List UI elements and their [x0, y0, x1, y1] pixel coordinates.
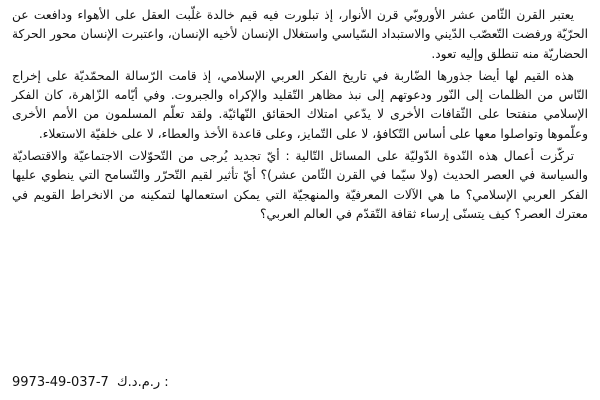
- isbn-label: ر.م.د.ك :: [116, 375, 169, 390]
- paragraph-symposium-topics: تركّزت أعمال هذه النّدوة الدّوليّة على المسائل التّالية : أيّ تجديد يُرجى من التّحوّلات الاجتماعيّة والاقتصاديّة والسياسة في العصر الحديث (ولا سيّما في القرن الثّامن عشر)؟ أيّ تأثير لقيم التّحرّر والتّسامح التي ينطوي عليها الفكر العربي الإسلامي؟ ما هي الآلات المعرفيّة والمنهجيّة التي يمكن استعمالها لتمكينه من الانخراط القويم في معترك العصر؟ كيف يتسنّى إرساء ثقافة التّقدّم في العالم العربي؟: [12, 149, 588, 221]
- paragraph-enlightenment: يعتبر القرن الثّامن عشر الأوروبّي قرن الأنوار، إذ تبلورت فيه قيم خالدة غلّبت العقل على الأهواء ودافعت عن الحرّيّة ورفضت التّعصّب الدّيني والاستبداد السّياسي واستغلال الإنسان لأخيه الإنسان، واعتبرت الإنسان محور الحركة الحضاريّة منه تنطلق وإليه تعود.: [12, 8, 588, 61]
- isbn-line: [12, 375, 169, 390]
- isbn-number: 9973-49-037-7: [12, 375, 109, 390]
- paragraph-islamic-thought: هذه القيم لها أيضا جذورها الضّاربة في تاريخ الفكر العربي الإسلامي، إذ قامت الرّسالة المحمّديّة على إخراج النّاس من الظلمات إلى النّور ودعوتهم إلى نبذ مظاهر التّقليد والإكراه والجبروت. وفي أيّامه الزّاهرة، كان الفكر الإسلامي منفتحا على الثّقافات الأخرى لا يدّعي امتلاك الحقائق النّهائيّة. ولقد تعلّم المسلمون من الأمم الأخرى وعلّموها وتواصلوا معها على أساس التّكافؤ، لا على التّمايز، وعلى قاعدة الأخذ والعطاء، لا على خلفيّة الاستعلاء.: [12, 68, 588, 141]
